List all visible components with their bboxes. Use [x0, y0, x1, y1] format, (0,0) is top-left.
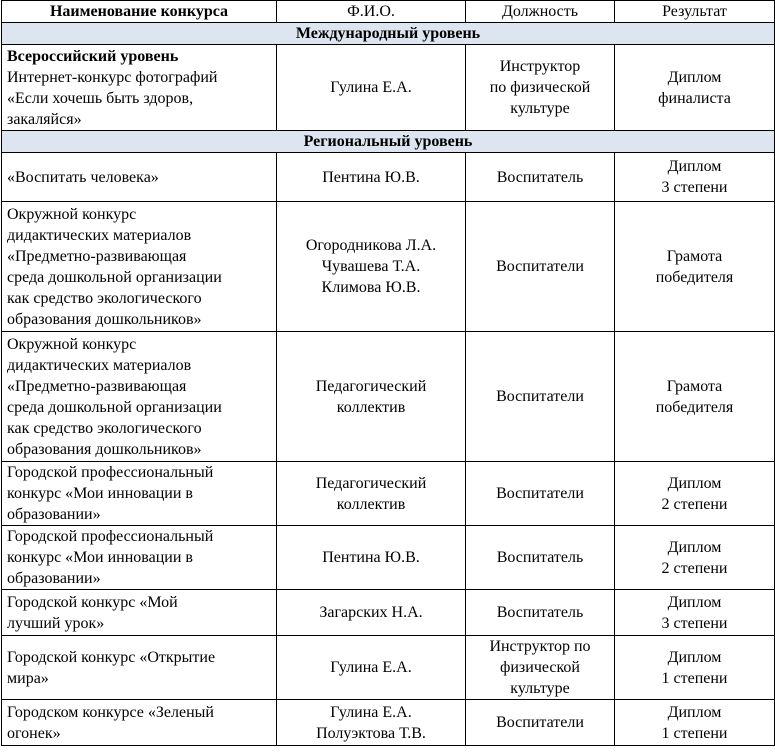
row-name-line: огонек» [7, 724, 61, 742]
row-result-line: Диплом [667, 648, 722, 666]
row-name [2, 526, 277, 590]
row-name [2, 590, 277, 636]
row-name [2, 153, 277, 202]
row-name-line: образовании» [7, 506, 101, 523]
row-fio [277, 462, 466, 526]
row-name [2, 700, 277, 746]
row-result-line: 2 степени [661, 495, 728, 513]
row-name-line: среда дошкольной организации [7, 398, 222, 416]
row-name-line: мира» [7, 669, 49, 687]
row-position-line: Воспитатель [496, 549, 584, 566]
row-fio-line: Загарских Н.А. [319, 604, 423, 621]
row-fio [277, 636, 466, 700]
row-name [2, 462, 277, 526]
row-result-line: 1 степени [661, 669, 728, 687]
row-name-sublevel: Всероссийский уровень [7, 47, 179, 65]
row-fio-line: Гулина Е.А. [330, 79, 412, 96]
row-position-line: Воспитатели [496, 388, 584, 405]
row-position-line: культуре [510, 100, 570, 117]
row-result-line: 1 степени [661, 724, 728, 742]
row-result [615, 462, 775, 526]
row-position-line: культуре [510, 680, 570, 697]
row-position [466, 332, 615, 462]
row-name-line: Окружной конкурс [7, 335, 137, 353]
row-fio-line: Полуэктова Т.В. [316, 724, 426, 742]
row-name-line: лучший урок» [7, 614, 105, 632]
row-name-line: «Воспитать человека» [7, 168, 159, 186]
row-name-line: «Если хочешь быть здоров, [7, 89, 194, 107]
table-row [2, 526, 775, 590]
section-row-regional [2, 131, 775, 153]
row-result-line: победителя [655, 268, 734, 286]
header-fio: Ф.И.О. [277, 1, 466, 23]
row-position [466, 153, 615, 202]
row-fio-line: Пентина Ю.В. [322, 168, 420, 186]
row-name [2, 45, 277, 131]
row-fio [277, 526, 466, 590]
row-name-line: как средство экологического [7, 289, 202, 307]
row-fio-line: коллектив [336, 495, 406, 513]
row-position [466, 45, 615, 131]
table-header-row [2, 1, 775, 23]
row-fio [277, 332, 466, 462]
row-fio [277, 700, 466, 746]
row-result-line: Диплом [667, 158, 722, 175]
row-result-line: 3 степени [661, 614, 728, 632]
row-result [615, 526, 775, 590]
row-result-line: Диплом [667, 593, 722, 611]
row-name [2, 332, 277, 462]
table-row [2, 700, 775, 746]
row-fio [277, 590, 466, 636]
row-position [466, 526, 615, 590]
row-result-line: победителя [655, 398, 734, 416]
row-fio-line: Чувашева Т.А. [321, 258, 421, 275]
row-position-line: Инструктор [499, 58, 581, 75]
table-row [2, 202, 775, 332]
row-fio-line: Педагогический [315, 377, 427, 395]
table-row [2, 153, 775, 202]
row-position-line: Воспитатели [496, 714, 584, 731]
row-position-line: Воспитатель [496, 604, 584, 621]
section-row-international [2, 23, 775, 45]
row-result [615, 590, 775, 636]
row-position [466, 462, 615, 526]
row-result-line: Диплом [667, 68, 722, 86]
row-position-line: физической [500, 659, 580, 676]
row-name-line: как средство экологического [7, 419, 202, 437]
table-row [2, 462, 775, 526]
row-result-line: 3 степени [661, 179, 728, 196]
row-fio-line: Огородникова Л.А. [305, 237, 437, 254]
row-name [2, 202, 277, 332]
row-fio-line: Климова Ю.В. [321, 279, 421, 296]
row-name-line: Городской конкурс «Открытие [7, 648, 216, 666]
row-fio-line: Гулина Е.А. [330, 703, 412, 721]
row-fio-line: коллектив [336, 398, 406, 416]
row-result [615, 332, 775, 462]
row-name-line: образовании» [7, 570, 101, 587]
row-result-line: 2 степени [661, 559, 728, 577]
row-name-line: Интернет-конкурс фотографий [7, 68, 218, 86]
row-name-line: Городской профессиональный [7, 528, 214, 545]
row-position-line: Воспитатель [496, 168, 584, 186]
row-name-line: Окружной конкурс [7, 205, 137, 223]
row-name-line: Городском конкурсе «Зеленый [7, 703, 214, 721]
row-name-line: образования дошкольников» [7, 310, 202, 328]
row-name-line: закаляйся» [7, 110, 82, 128]
row-name-line: «Предметно-развивающая [7, 377, 187, 395]
table-row [2, 332, 775, 462]
header-result: Результат [615, 1, 775, 23]
row-name-line: дидактических материалов [7, 356, 192, 374]
row-result-line: Диплом [667, 474, 722, 492]
row-position-line: Инструктор по [489, 638, 591, 655]
row-fio [277, 153, 466, 202]
row-name-line: Городской профессиональный [7, 464, 214, 481]
row-position [466, 700, 615, 746]
section-title-regional: Региональный уровень [2, 131, 775, 153]
row-position-line: Воспитатели [496, 485, 584, 502]
row-result [615, 636, 775, 700]
row-result-line: Грамота [666, 377, 723, 395]
row-name-line: конкурс «Мои инновации в [7, 549, 193, 566]
row-result [615, 45, 775, 131]
competitions-table [1, 0, 775, 746]
row-result [615, 202, 775, 332]
row-position-line: по физической [489, 79, 591, 96]
row-result-line: финалиста [658, 89, 731, 107]
row-fio-line: Гулина Е.А. [330, 659, 412, 676]
row-position [466, 202, 615, 332]
row-name-line: конкурс «Мои инновации в [7, 485, 193, 502]
row-position-line: Воспитатели [496, 258, 584, 275]
row-name-line: Городской конкурс «Мой [7, 593, 178, 611]
header-position: Должность [466, 1, 615, 23]
row-result [615, 153, 775, 202]
row-name-line: «Предметно-развивающая [7, 247, 187, 265]
row-fio-line: Педагогический [315, 474, 427, 492]
row-fio [277, 45, 466, 131]
row-result-line: Диплом [667, 703, 722, 721]
rows-group-international [2, 45, 775, 131]
row-position [466, 590, 615, 636]
row-name-line: образования дошкольников» [7, 440, 202, 458]
header-name: Наименование конкурса [2, 1, 277, 23]
table-row [2, 636, 775, 700]
rows-group-regional [2, 153, 775, 746]
row-result-line: Диплом [667, 538, 722, 556]
table-row [2, 590, 775, 636]
row-fio-line: Пентина Ю.В. [322, 549, 420, 566]
row-name-line: дидактических материалов [7, 226, 192, 244]
section-title-international: Международный уровень [2, 23, 775, 45]
row-result [615, 700, 775, 746]
row-fio [277, 202, 466, 332]
row-result-line: Грамота [666, 247, 723, 265]
row-position [466, 636, 615, 700]
row-name [2, 636, 277, 700]
table-row [2, 45, 775, 131]
row-name-line: среда дошкольной организации [7, 268, 222, 286]
